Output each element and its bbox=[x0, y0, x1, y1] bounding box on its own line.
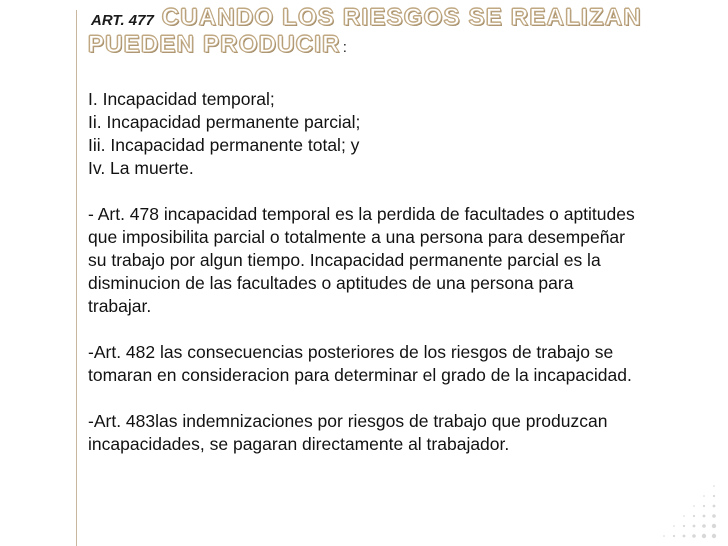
corner-dot-pattern-icon bbox=[618, 456, 728, 546]
incapacity-list bbox=[88, 88, 718, 180]
paragraph-spacer bbox=[88, 387, 718, 410]
title-headline-line-2: PUEDEN PRODUCIR bbox=[88, 30, 341, 58]
paragraph-line: - Art. 478 incapacidad temporal es la perdida de facultades o aptitudes bbox=[88, 204, 635, 224]
paragraph-line: que imposibilita parcial o totalmente a una persona para desempeñar bbox=[88, 227, 625, 247]
left-decorative-rule bbox=[76, 10, 77, 546]
paragraph-line: incapacidades, se pagaran directamente al trabajador. bbox=[88, 434, 510, 454]
paragraph-line: disminucion de las facultades o aptitudes de una persona para bbox=[88, 273, 574, 293]
article-478-paragraph bbox=[88, 203, 718, 318]
list-item: Iv. La muerte. bbox=[88, 158, 194, 178]
article-482-paragraph bbox=[88, 341, 718, 387]
article-483-paragraph bbox=[88, 410, 718, 456]
paragraph-line: su trabajo por algun tiempo. Incapacidad permanente parcial es la bbox=[88, 250, 601, 270]
paragraph-spacer bbox=[88, 180, 718, 203]
paragraph-line: tomaran en consideracion para determinar el grado de la incapacidad. bbox=[88, 365, 632, 385]
list-item: Iii. Incapacidad permanente total; y bbox=[88, 135, 360, 155]
slide-title bbox=[88, 5, 718, 59]
article-number-label: ART. 477 bbox=[91, 12, 154, 29]
paragraph-line: -Art. 483las indemnizaciones por riesgos de trabajo que produzcan bbox=[88, 411, 608, 431]
title-headline-line-1: CUANDO LOS RIESGOS SE REALIZAN bbox=[161, 4, 642, 31]
title-colon: : bbox=[342, 38, 347, 56]
paragraph-spacer bbox=[88, 318, 718, 341]
paragraph-line: -Art. 482 las consecuencias posteriores de los riesgos de trabajo se bbox=[88, 342, 614, 362]
list-item: I. Incapacidad temporal; bbox=[88, 89, 275, 109]
slide-body bbox=[88, 88, 718, 456]
list-item: Ii. Incapacidad permanente parcial; bbox=[88, 112, 361, 132]
paragraph-line: trabajar. bbox=[88, 296, 152, 316]
